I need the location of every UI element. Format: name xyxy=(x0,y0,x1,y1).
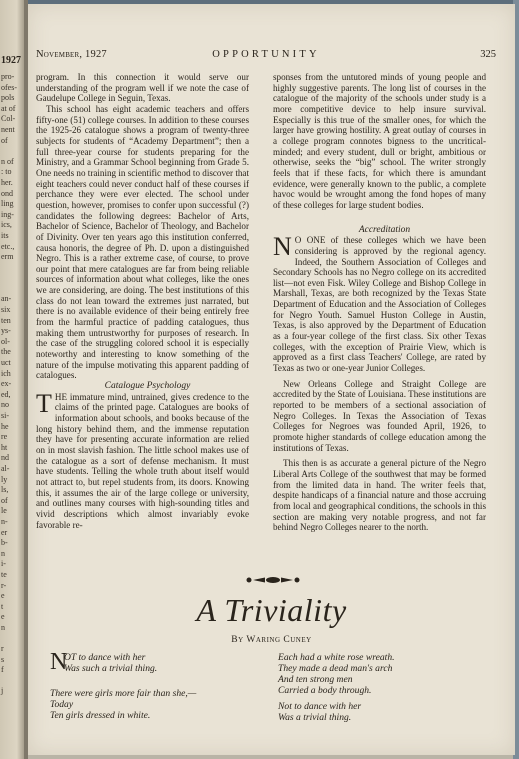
poem-title: A Triviality xyxy=(196,592,347,628)
section-heading-catalogue-psychology: Catalogue Psychology xyxy=(104,381,191,392)
poem-stanza-4 xyxy=(278,701,361,723)
previous-page-fragment: ed, xyxy=(1,389,11,399)
right-paragraph: sponses from the untutored minds of young people and highly suggestive parents. The long list of courses in the catalogue of the majority of the schools under study is a more competitive device to help insure survival. Especially is this true of the smaller ones, for which the larger have growing hostility. A great outlay of courses in a college program connotes bigness to the uncritical-minded; and every student, dull or bright, ambitious or otherwise, seeks the “big” school. The writer strongly feels that if these facts, for which there is amundant evidence, were generally known to the public, a complete havoc would be wrought among the fond hopes of many of these colleges for large student bodies. xyxy=(273,72,486,210)
previous-page-fragment: ics, xyxy=(1,220,12,230)
left-paragraph-dropcap xyxy=(36,388,249,531)
previous-page-fragment: n- xyxy=(1,516,8,526)
previous-page-fragment: the xyxy=(1,347,11,357)
previous-page-fragment: at of xyxy=(1,103,16,113)
previous-page-fragment: uct xyxy=(1,358,11,368)
poem-line: Each had a white rose wreath. xyxy=(278,652,395,663)
right-paragraph: New Orleans College and Straight College are accredited by the State of Louisiana. These institutions are reported to be members of a sectional association of Negro Colleges. In Texas the Association of Texas Colleges for Negroes was founded April, 1926, to promote higher standards of college education among the institutions of Texas. xyxy=(273,378,486,453)
previous-page-fragment: t xyxy=(1,601,4,611)
previous-page-fragment: e xyxy=(1,591,5,601)
previous-page-fragment: n xyxy=(1,548,5,558)
previous-page-fragment: le xyxy=(1,506,7,516)
previous-page-fragment: ol- xyxy=(1,336,10,346)
previous-page-fragment: ls, xyxy=(1,485,9,495)
poem-stanza-1 xyxy=(50,649,158,675)
previous-page-fragment: ofes- xyxy=(1,82,17,92)
previous-page-fragment: er xyxy=(1,527,8,537)
previous-page-year: 1927 xyxy=(1,55,21,66)
previous-page-fragment xyxy=(0,633,24,644)
poem-byline: By Waring Cuney xyxy=(231,635,312,645)
previous-page-fragment: no xyxy=(1,400,9,410)
left-paragraph: program. In this connection it would serve our understanding of the program well if we note the case of Gaudelupe College in Seguin, Texas. xyxy=(36,72,249,104)
poem-line: OT to dance with her xyxy=(64,652,146,663)
previous-page-fragment: nent xyxy=(1,124,15,134)
drop-cap-letter: N xyxy=(273,232,292,262)
previous-page-fragment: j xyxy=(1,686,4,696)
poem-line: Carried a body through. xyxy=(278,685,372,696)
previous-page-fragment: si- xyxy=(1,411,9,420)
previous-page-fragment: ys- xyxy=(1,326,11,336)
right-column xyxy=(273,72,486,533)
previous-page-fragment: pols xyxy=(1,93,15,103)
dropcap-paragraph-text: HE immature mind, untrained, gives credence to the claims of the printed page. Catalogues are books of information about schools, and books because of the long history behind them, and the immense reputation they have for presenting accurate information are relied on in most slavish fashion. The little school makes use of the catalogue as a sort of defense mechanism. It must have students. Telling the whole truth about itself would not attract to, but repel students from, its doors. Knowing this, it assumes the air of the large college or university, and outlines many courses with high-sounding titles and vivid descriptions which almost invariably evoke favorable re- xyxy=(36,391,249,530)
previous-page-fragment: its xyxy=(1,230,9,240)
previous-page-fragment xyxy=(0,284,24,295)
previous-page-fragment xyxy=(0,146,24,157)
poem-line: Was a trivial thing. xyxy=(278,712,352,723)
previous-page-fragment: ing- xyxy=(1,209,14,219)
previous-page-fragments xyxy=(0,72,24,697)
previous-page-fragment: b- xyxy=(1,538,8,548)
previous-page-fragment: n of xyxy=(1,156,14,166)
previous-page-fragment: : to xyxy=(1,167,12,177)
previous-page-fragment: te xyxy=(1,569,7,579)
previous-page-fragment: erm xyxy=(1,252,14,262)
previous-page-edge xyxy=(0,0,24,759)
previous-page-fragment: etc., xyxy=(1,241,15,251)
previous-page-fragment: ten xyxy=(1,315,11,325)
poem-stanza-2 xyxy=(50,688,196,721)
previous-page-fragment: six xyxy=(1,305,11,315)
previous-page-fragment: al- xyxy=(1,463,10,473)
previous-page-fragment: e xyxy=(1,612,5,622)
previous-page-fragment: he xyxy=(1,421,9,431)
running-header xyxy=(36,49,496,63)
poem-line: Was such a trivial thing. xyxy=(64,663,158,674)
previous-page-fragment: nd xyxy=(1,453,9,463)
previous-page-fragment: Col- xyxy=(1,114,16,124)
previous-page-fragment xyxy=(0,676,24,687)
poem-line: Ten girls dressed in white. xyxy=(50,710,151,721)
header-title: OPPORTUNITY xyxy=(212,49,320,60)
previous-page-fragment: ond xyxy=(1,188,13,198)
poem-line: There were girls more fair than she,— xyxy=(50,688,197,699)
poem-drop-cap: N xyxy=(50,649,68,675)
section-heading-accreditation: Accreditation xyxy=(358,224,411,235)
previous-page-fragment: ht xyxy=(1,442,8,452)
previous-page-fragment xyxy=(0,273,24,284)
left-paragraph: This school has eight academic teachers and offers fifty-one (51) college courses. In addition to these courses the 1925-26 catalogue shows a program of twenty-three subjects for students of “Academy Department”; then a full three-year course for students preparing for the Ministry, and a Grammar School beginning from Grade 5. One needs no training in scientific method to discover that eight teachers could never conduct half of these courses if perchance they were ever elected. The school under question, however, promises to confer upon successful (?) candidates the following degrees: Bachelor of Arts, Bachelor of Science, Bachelor of Theology, and Bachelor of Divinity. Over ten years ago this institution conferred, causa honoris, the degree of Ph. D. upon a distinguished Negro. This is a rather extreme case, of course, to prove our point that mere catalogues are far from being reliable sources of information about what colleges, like the ones we are considering, are doing. The best institutions of this class do not lean toward the extremes just narrated, but there is no available evidence of their being entirely free from the harmful practice of padding catalogues, thus making them untrustworthy for purposes of research. In the case of the struggling colored school it is especially noteworthy and interesting to know something of the nature of the impulse motivating this apparent padding of catalogues. xyxy=(36,103,249,381)
previous-page-fragment: ly xyxy=(1,474,8,484)
previous-page-fragment: of xyxy=(1,135,8,145)
poem-line: Not to dance with her xyxy=(278,701,362,712)
previous-page-fragment: ling xyxy=(1,199,14,209)
right-paragraph: This then is as accurate a general picture of the Negro Liberal Arts College of the southwest that may be formed from the limited data in hand. The writer feels that, despite handicaps of a financial nature and those accruing from local and geographical conditions, the schools in this section are making very notable progress, and not far behind Negro Colleges nearer to the north. xyxy=(273,458,486,533)
previous-page-fragment: an- xyxy=(1,294,12,304)
poem-stanza-3 xyxy=(278,652,395,696)
right-paragraph-dropcap xyxy=(273,232,486,374)
previous-page-fragment xyxy=(0,263,24,274)
magazine-page xyxy=(28,4,515,755)
previous-page-fragment: n xyxy=(1,622,5,632)
previous-page-fragment: pro- xyxy=(1,72,15,81)
previous-page-fragment: i- xyxy=(1,559,6,569)
previous-page-fragment: re xyxy=(1,432,8,442)
previous-page-fragment: r xyxy=(1,644,4,654)
previous-page-fragment: ex- xyxy=(1,379,12,389)
header-date: November, 1927 xyxy=(36,49,107,60)
poem-line: And ten strong men xyxy=(278,674,353,685)
drop-cap-letter: T xyxy=(36,388,52,418)
previous-page-fragment: f xyxy=(1,665,4,675)
poem-line: They made a dead man's arch xyxy=(278,663,393,674)
header-page-number: 325 xyxy=(480,49,496,60)
previous-page-fragment: r- xyxy=(1,580,7,590)
previous-page-fragment: of xyxy=(1,495,8,505)
previous-page-fragment: s xyxy=(1,654,5,664)
section-divider-ornament xyxy=(243,576,303,584)
left-column xyxy=(36,72,249,530)
previous-page-fragment: ich xyxy=(1,368,11,378)
dropcap-paragraph-text: O ONE of these colleges which we have been considering is approved by the regional agency. Indeed, the Southern Association of Colleges and Secondary Schools has no Negro college on its accredited list—not even Fisk. Wiley College and Bishop College in Marshall, Texas, are both recognized by the Texas State Department of Education and the Association of Colleges for Negro Youth. Samuel Huston College in Austin, Texas, is also approved by the Department of Education as a four-year college of the first class. Six other Texas colleges, with the exception of Prairie View, which is approved as a first class Teachers' College, are rated by Texas as two or one-year Junior Colleges. xyxy=(273,235,486,374)
poem-line: Today xyxy=(50,699,74,710)
previous-page-fragment: her. xyxy=(1,177,13,187)
